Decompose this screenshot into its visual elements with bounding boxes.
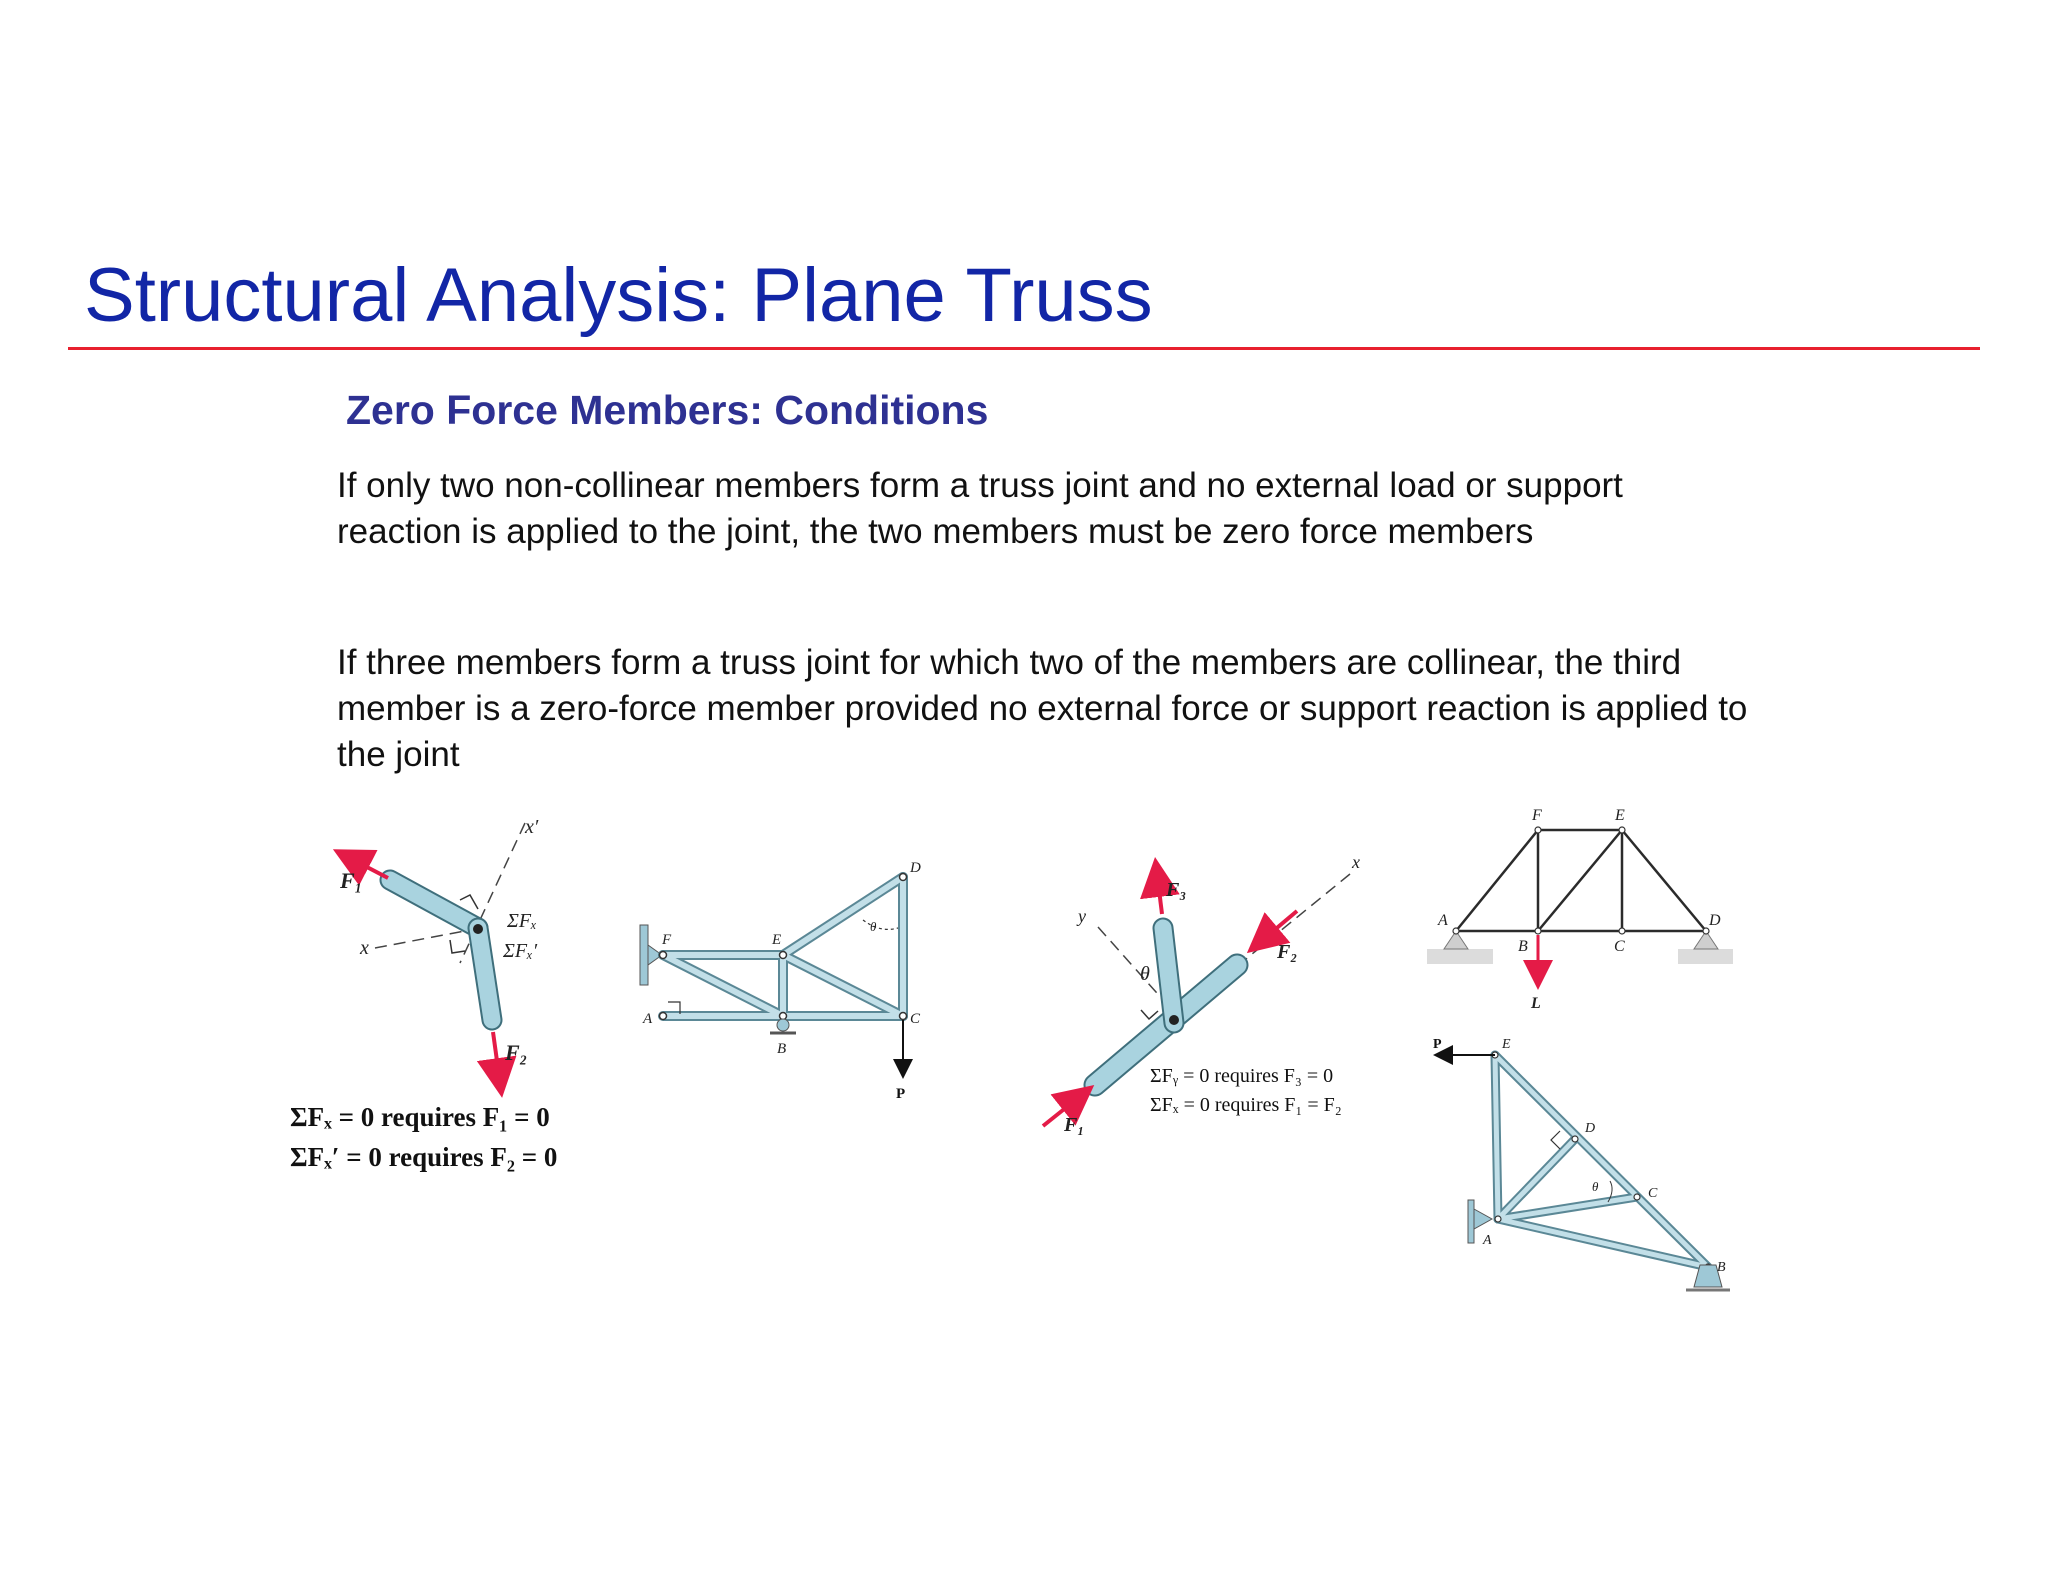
figure-three-member-joint: [1043, 852, 1360, 1136]
theta-label: θ: [1140, 963, 1150, 985]
slide-title: Structural Analysis: Plane Truss: [84, 253, 1153, 338]
wall-support-a: [1468, 1200, 1474, 1243]
figure-truss-load-l: [1427, 807, 1733, 1012]
node-e-label: E: [772, 932, 782, 948]
axis-x-label: x: [1352, 852, 1360, 872]
node-c-label: C: [910, 1011, 921, 1027]
figure-two-member-joint: [290, 816, 557, 1172]
truss-members: [1456, 830, 1706, 931]
node-a-label: A: [643, 1011, 653, 1027]
node-f-label: F: [1532, 807, 1542, 824]
figure-truss-wall: [640, 860, 921, 1102]
node-f-label: F: [662, 932, 672, 948]
load-l-label: L: [1531, 995, 1541, 1012]
section-subtitle: Zero Force Members: Conditions: [346, 387, 989, 433]
sum-fx-prime-label: ΣFₓ′: [503, 940, 538, 962]
node-c-label: C: [1648, 1186, 1658, 1201]
condition-paragraph-1: If only two non-collinear members form a truss joint and no external load or support reaction is applied to the joint, the two members must be zero force members: [337, 466, 1623, 551]
node-b-label: B: [777, 1041, 787, 1057]
ground-right: [1678, 949, 1733, 964]
f2-label: F₂: [505, 1040, 528, 1065]
f2-label: F₂: [1277, 941, 1298, 963]
f1-label: F₁: [1064, 1114, 1085, 1136]
condition-paragraph-2: If three members form a truss joint for which two of the members are collinear, the third member is a zero-force member provided no external force or support reaction is applied to the joint: [337, 643, 1748, 774]
axis-y-label: y: [1078, 906, 1086, 926]
node-d-label: D: [1585, 1121, 1596, 1136]
joint-pin: [1169, 1015, 1179, 1025]
node-e-label: E: [1615, 807, 1625, 824]
node-b-label: B: [1717, 1260, 1726, 1275]
node-e-label: E: [1502, 1037, 1511, 1052]
f1-label: F₁: [340, 868, 363, 893]
force-f2-arrow: [493, 1032, 501, 1090]
wall-support: [640, 925, 648, 985]
equation-fy: ΣFᵧ = 0 requires F₃ = 0: [1150, 1065, 1334, 1087]
node-a-label: A: [1483, 1233, 1492, 1248]
theta-label: θ: [870, 919, 877, 934]
node-c-label: C: [1614, 938, 1625, 955]
ground-left: [1427, 949, 1493, 964]
node-d-label: D: [910, 860, 921, 876]
theta-label: θ: [1592, 1179, 1599, 1194]
sum-fx-label: ΣFₓ: [507, 910, 537, 932]
force-f3-arrow: [1156, 865, 1162, 914]
node-a-label: A: [1438, 912, 1448, 929]
axis-x-label: x: [360, 937, 369, 959]
f3-label: F₃: [1166, 879, 1187, 901]
figure-triangular-truss: [1433, 1037, 1730, 1290]
joint-pin: [473, 924, 483, 934]
roller-support: [777, 1019, 789, 1031]
right-angle-mark: [460, 895, 478, 909]
load-p-label: P: [896, 1086, 906, 1102]
axis-x-prime-label: x′: [525, 816, 539, 838]
load-p-label: P: [1433, 1037, 1442, 1052]
equation-fx: ΣFₓ = 0 requires F₁ = F₂: [1150, 1094, 1342, 1116]
node-b-label: B: [1518, 938, 1528, 955]
axis-x-line: [375, 930, 470, 948]
node-d-label: D: [1709, 912, 1721, 929]
equation-fx: ΣFₓ = 0 requires F₁ = 0: [290, 1102, 550, 1132]
equation-fx-prime: ΣFₓ′ = 0 requires F₂ = 0: [290, 1142, 558, 1172]
